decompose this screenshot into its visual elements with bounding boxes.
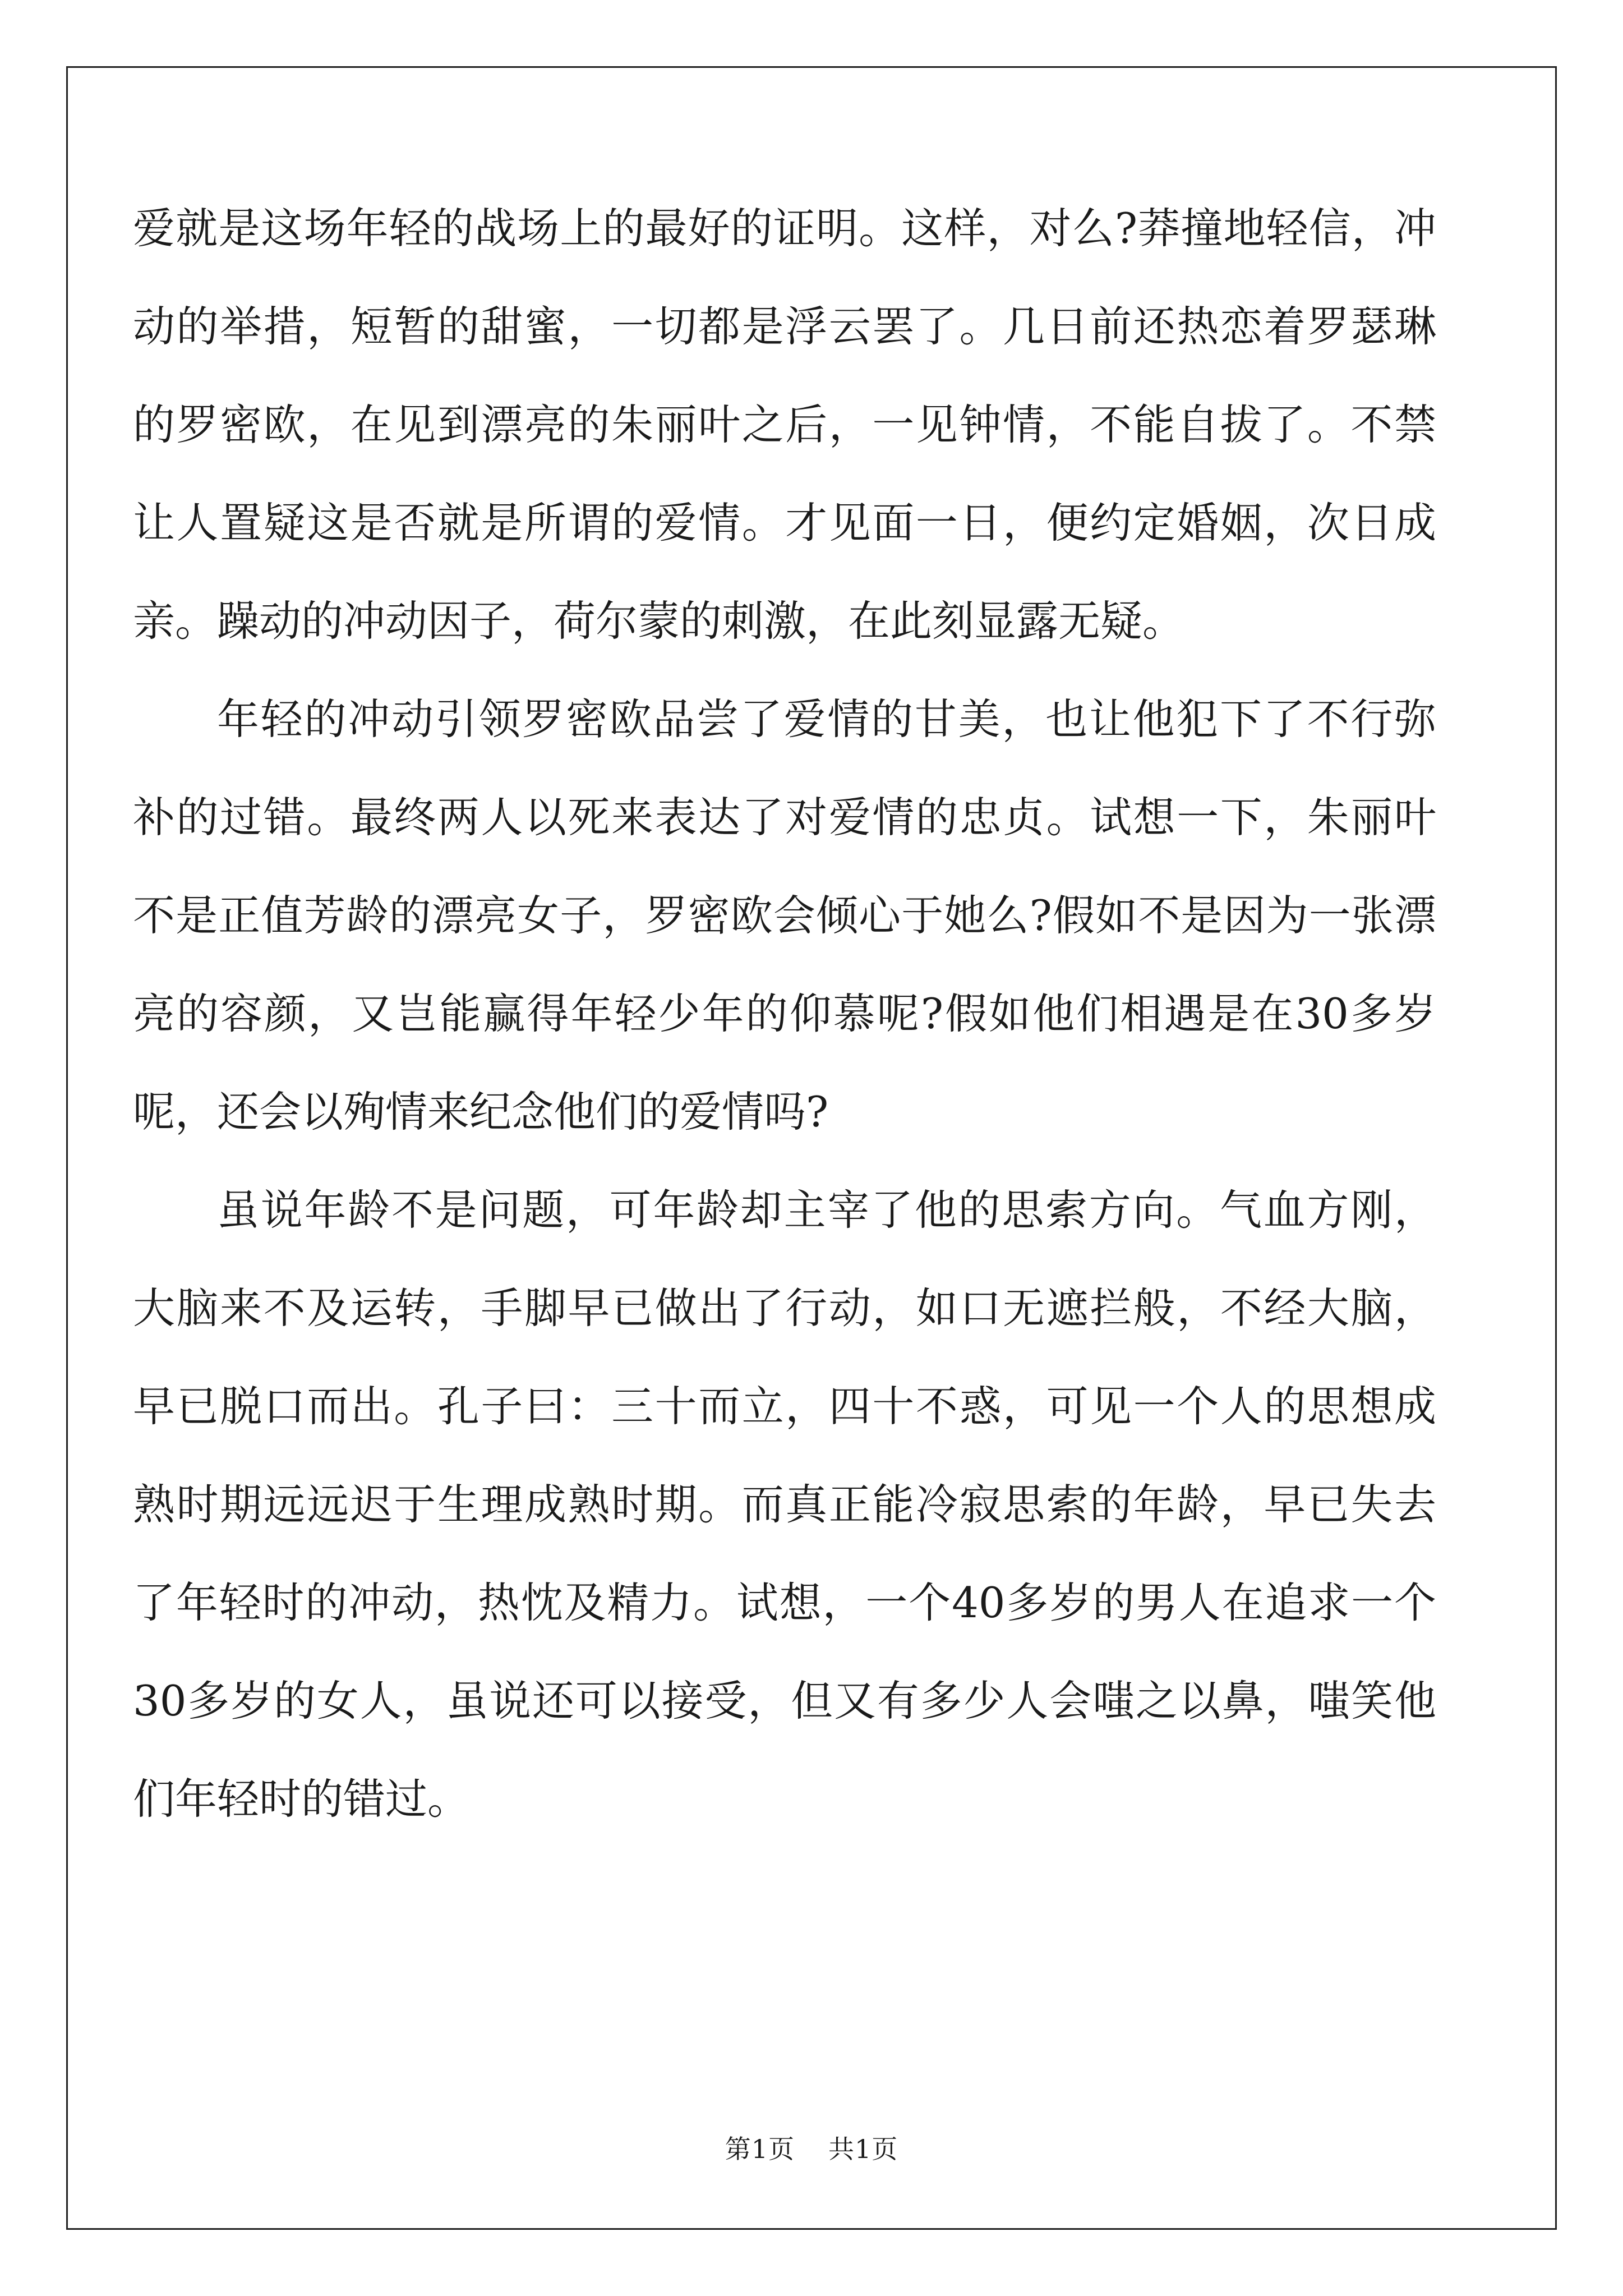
page-total: 共1页 [828, 2134, 898, 2164]
paragraph-3: 虽说年龄不是问题，可年龄却主宰了他的思索方向。气血方刚，大脑来不及运转，手脚早已做出了行动，如口无遮拦般，不经大脑，早已脱口而出。孔子曰：三十而立，四十不惑，可见一个人的思想成熟时期远远迟于生理成熟时期。而真正能冷寂思索的年龄，早已失去了年轻时的冲动，热忱及精力。试想，一个40多岁的男人在追求一个30多岁的女人，虽说还可以接受，但又有多少人会嗤之以鼻，嗤笑他们年轻时的错过。 [133, 1185, 1436, 1824]
paragraph-2: 年轻的冲动引领罗密欧品尝了爱情的甘美，也让他犯下了不行弥补的过错。最终两人以死来表达了对爱情的忠贞。试想一下，朱丽叶不是正值芳龄的漂亮女子，罗密欧会倾心于她么?假如不是因为一张漂亮的容颜，又岂能赢得年轻少年的仰慕呢?假如他们相遇是在30多岁呢，还会以殉情来纪念他们的爱情吗? [133, 694, 1436, 1137]
page-number: 第1页 [725, 2134, 795, 2164]
page-footer [0, 2129, 1623, 2166]
document-body [133, 180, 1436, 1848]
paragraph-1: 爱就是这场年轻的战场上的最好的证明。这样，对么?莽撞地轻信，冲动的举措，短暂的甜蜜，一切都是浮云罢了。几日前还热恋着罗瑟琳的罗密欧，在见到漂亮的朱丽叶之后，一见钟情，不能自拔了。不禁让人置疑这是否就是所谓的爱情。才见面一日，便约定婚姻，次日成亲。躁动的冲动因子，荷尔蒙的刺激，在此刻显露无疑。 [133, 204, 1436, 646]
